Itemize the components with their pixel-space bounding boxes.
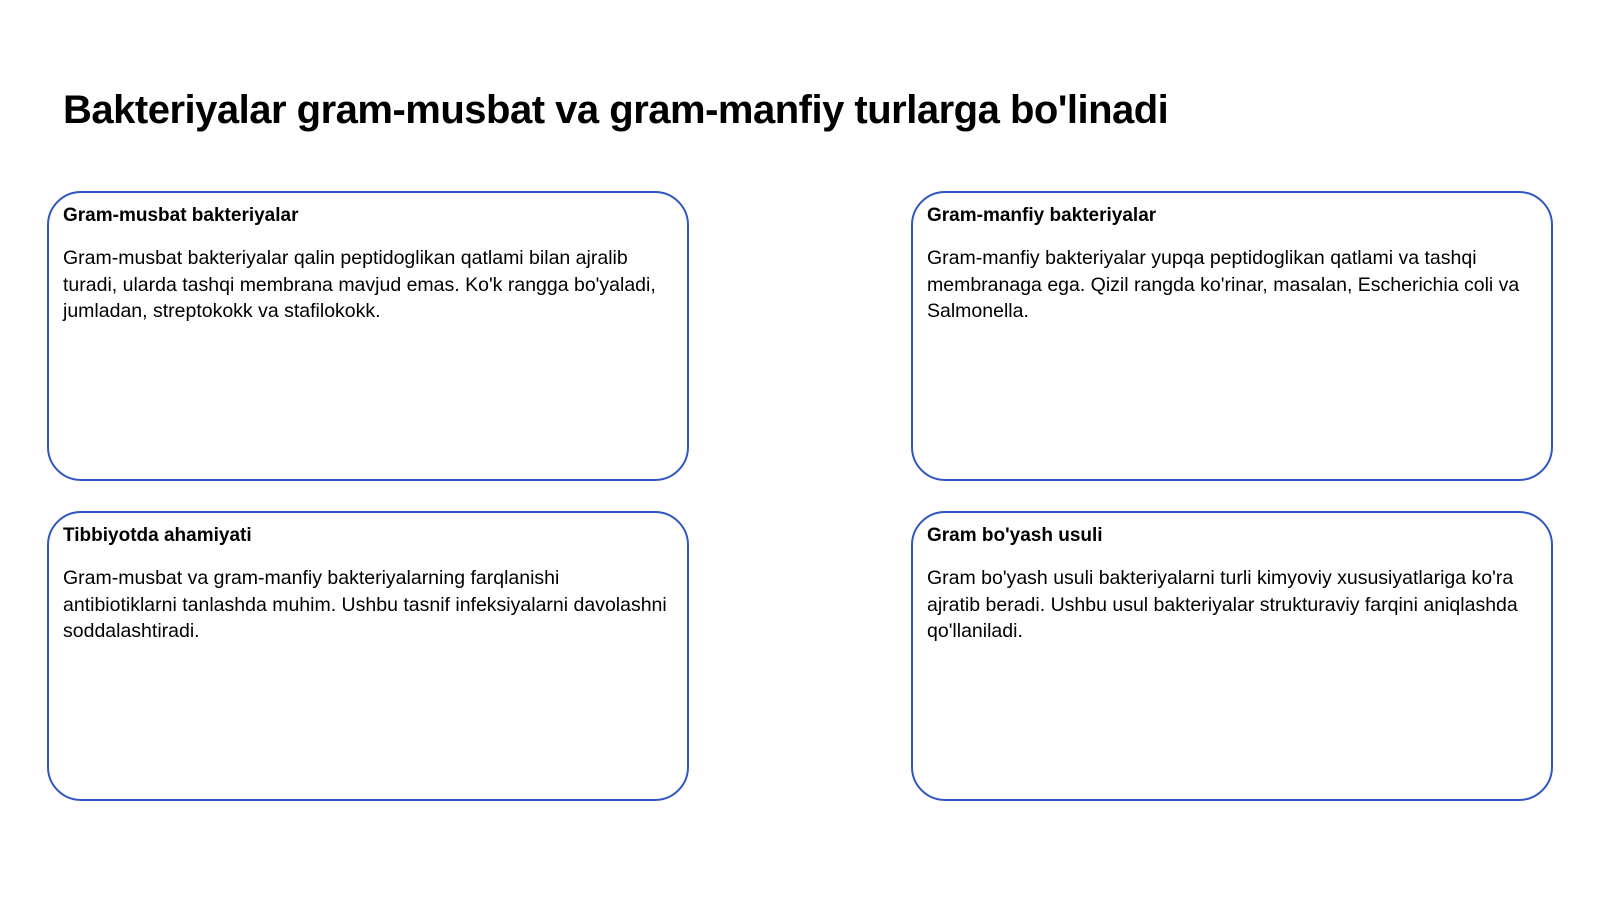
- slide-title: Bakteriyalar gram-musbat va gram-manfiy turlarga bo'linadi: [63, 88, 1169, 132]
- card-body: Gram-manfiy bakteriyalar yupqa peptidoglikan qatlami va tashqi membranaga ega. Qizil rangda ko'rinar, masalan, Escherichia coli va Salmonella.: [927, 247, 1520, 322]
- card-body: Gram-musbat va gram-manfiy bakteriyalarning farqlanishi antibiotiklarni tanlashda muhim. Ushbu tasnif infeksiyalarni davolashni soddalashtiradi.: [63, 567, 667, 642]
- card-medical-importance: [47, 511, 689, 801]
- card-gram-negative: [911, 191, 1553, 481]
- card-heading: Gram bo'yash usuli: [927, 525, 1103, 546]
- card-gram-positive: [47, 191, 689, 481]
- card-heading: Gram-manfiy bakteriyalar: [927, 205, 1157, 226]
- card-body: Gram bo'yash usuli bakteriyalarni turli kimyoviy xususiyatlariga ko'ra ajratib beradi. Ushbu usul bakteriyalar strukturaviy farqini aniqlashda qo'llaniladi.: [927, 567, 1518, 642]
- card-heading: Tibbiyotda ahamiyati: [63, 525, 252, 546]
- card-body: Gram-musbat bakteriyalar qalin peptidoglikan qatlami bilan ajralib turadi, ularda tashqi membrana mavjud emas. Ko'k rangga bo'yaladi, jumladan, streptokokk va stafilokokk.: [63, 247, 656, 322]
- card-heading: Gram-musbat bakteriyalar: [63, 205, 299, 226]
- card-gram-staining-method: [911, 511, 1553, 801]
